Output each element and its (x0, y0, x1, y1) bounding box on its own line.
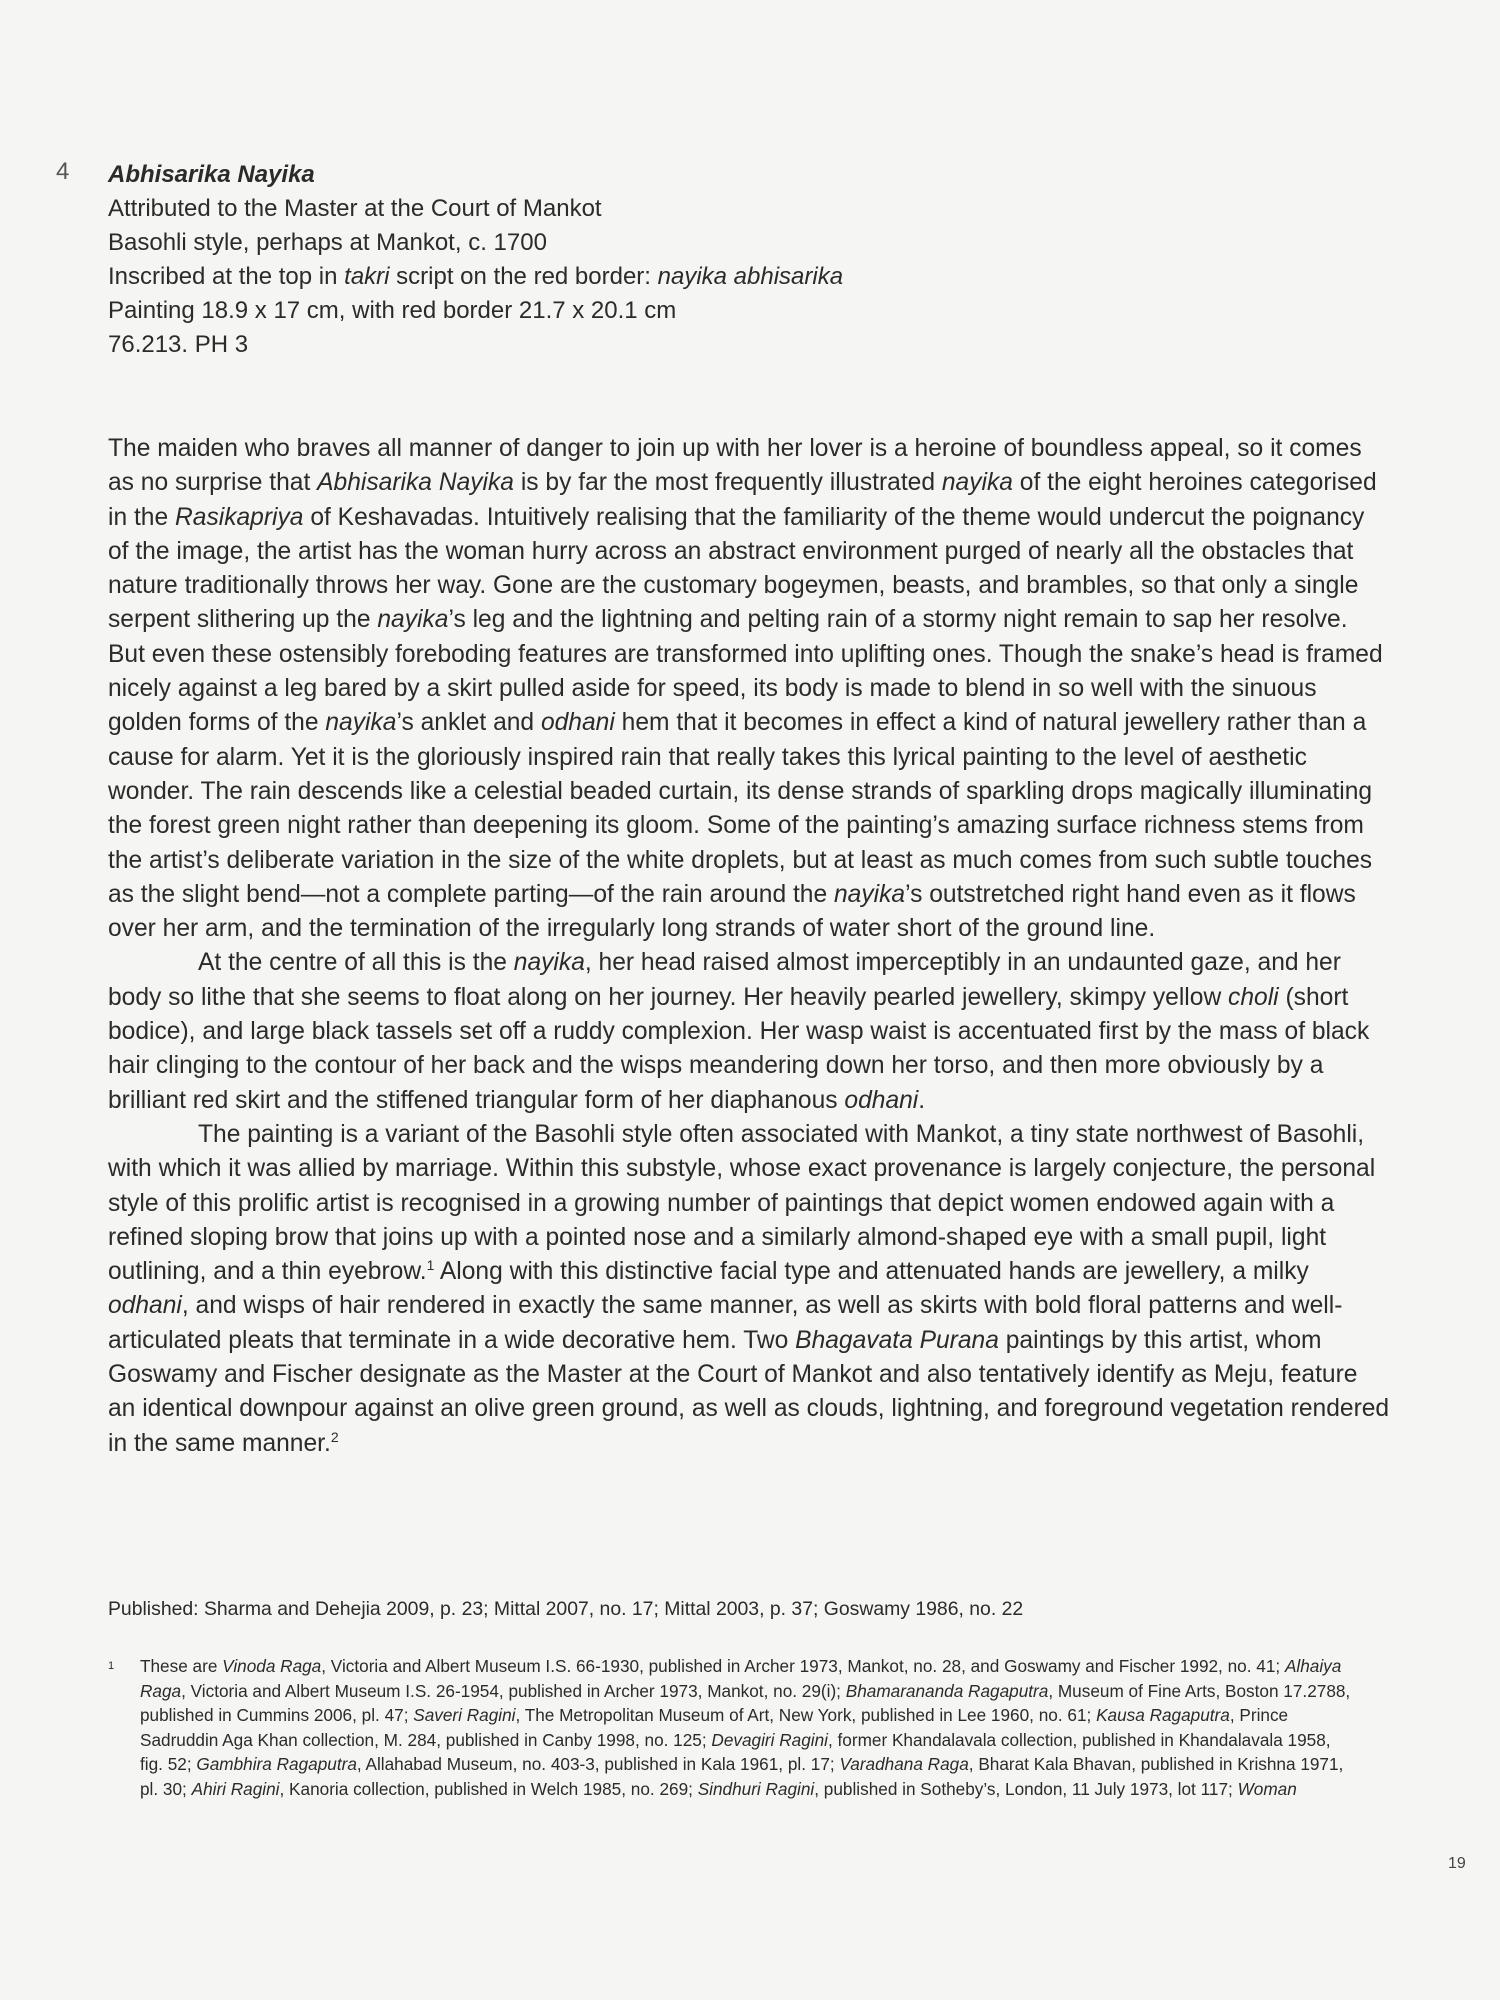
italic-term: Vinoda Raga (222, 1656, 322, 1676)
inscription-line (108, 260, 1348, 294)
italic-term: Ahiri Ragini (191, 1778, 280, 1799)
text-run: Along with this distinctive facial type and attenuated hands are jewellery, a milky (434, 1258, 1309, 1286)
page-number: 19 (1448, 1855, 1466, 1872)
accession-line: 76.213. PH 3 (108, 331, 249, 358)
italic-term: nayika (325, 709, 397, 737)
catalogue-number: 4 (56, 158, 70, 185)
text-run: of the eight heroines categorised in the (108, 469, 1377, 531)
italic-term: Sindhuri Ragini (697, 1778, 815, 1799)
text-run: , her head raised almost imperceptibly in an undaunted gaze, and her body so lithe that she seems to float along on her journey. Her heavily pearled jewellery, skimpy yellow (108, 949, 1341, 1011)
italic-term: choli (1228, 983, 1279, 1011)
text-run: These are (140, 1656, 223, 1676)
text-run: hem that it becomes in effect a kind of natural jewellery rather than a cause for alarm. Yet it is the gloriously inspired rain that really takes this lyrical painting to the level of aesthetic wonder. The rain descends like a celestial beaded curtain, its dense strands of sparkling drops magically illuminating the forest green night rather than deepening its gloom. Some of the painting’s amazing surface richness stems from the artist’s deliberate variation in the size of the white droplets, but at least as much comes from such subtle touches as the slight bend—not a complete parting—of the rain around the (108, 709, 1373, 908)
footnotes (108, 1654, 1358, 1802)
footnote-ref: 1 (426, 1256, 435, 1273)
catalogue-details (108, 158, 1348, 362)
italic-term: nayika (941, 469, 1013, 497)
text-run: , Allahabad Museum, no. 403-3, published in Kala 1961, pl. 17; (356, 1754, 840, 1775)
text-run: , published in Sotheby’s, London, 11 July 1973, lot 117; (814, 1778, 1238, 1799)
italic-term: Devagiri Ragini (711, 1729, 828, 1750)
text-run: , Kanoria collection, published in Welch 1985, no. 269; (279, 1778, 698, 1799)
italic-term: Gambhira Ragaputra (196, 1754, 357, 1775)
essay-paragraph (108, 1118, 1390, 1461)
text-run: At the centre of all this is the (198, 949, 514, 977)
text-run: , former Khandalavala collection, published in Khandalavala 1958, fig. 52; (140, 1729, 1331, 1775)
footnote-marker: 1 (108, 1660, 115, 1672)
italic-term: Abhisarika Nayika (317, 469, 514, 497)
italic-term: nayika (377, 606, 449, 634)
text-run: , and wisps of hair rendered in exactly the same manner, as well as skirts with bold floral patterns and well-articulated pleats that terminate in a wide decorative hem. Two (108, 1292, 1343, 1354)
italic-term: odhani (844, 1086, 919, 1114)
style-date-line: Basohli style, perhaps at Mankot, c. 1700 (108, 229, 547, 256)
italic-term: Kausa Ragaputra (1096, 1705, 1230, 1726)
published-references: Published: Sharma and Dehejia 2009, p. 23; Mittal 2007, no. 17; Mittal 2003, p. 37; Goswamy 1986, no. 22 (108, 1598, 1024, 1620)
italic-term: Bhagavata Purana (795, 1326, 999, 1354)
text-run: The maiden who braves all manner of danger to join up with her lover is a heroine of boundless appeal, so it comes as no surprise that (108, 435, 1362, 497)
italic-term: Saveri Ragini (413, 1705, 516, 1726)
text-run: ’s leg and the lightning and pelting rain of a stormy night remain to sap her resolve. But even these ostensibly foreboding features are transformed into uplifting ones. Though the snake’s head is framed nicely against a leg bared by a skirt pulled aside for speed, its body is made to blend in so well with the sinuous golden forms of the (108, 606, 1383, 737)
footnote-text (140, 1654, 1358, 1802)
inscription-text: nayika abhisarika (657, 263, 844, 290)
text-run: , Victoria and Albert Museum I.S. 66-1930, published in Archer 1973, Mankot, no. 28, and Goswamy and Fischer 1992, no. 41; (321, 1656, 1285, 1676)
text-run: The painting is a variant of the Basohli style often associated with Mankot, a tiny state northwest of Basohli, with which it was allied by marriage. Within this substyle, whose exact provenance is largely conjecture, the personal style of this prolific artist is recognised in a growing number of paintings that depict women endowed again with a refined sloping brow that joins up with a pointed nose and a similarly almond-shaped eye with a small pupil, light outlining, and a thin eyebrow. (108, 1120, 1376, 1286)
text-run: , Museum of Fine Arts, Boston 17.2788, published in Cummins 2006, pl. 47; (140, 1680, 1351, 1726)
text-run: of Keshavadas. Intuitively realising that the familiarity of the theme would undercut the poignancy of the image, the artist has the woman hurry across an abstract environment purged of nearly all the obstacles that nature traditionally throws her way. Gone are the customary bogeymen, beasts, and brambles, so that only a single serpent slithering up the (108, 503, 1365, 634)
text-run: . (918, 1086, 926, 1114)
italic-term: Bhamarananda Ragaputra (845, 1680, 1049, 1701)
inscription-mid: script on the red border: (389, 263, 658, 290)
inscription-script: takri (344, 263, 390, 290)
italic-term: nayika (833, 880, 906, 908)
dimensions-line: Painting 18.9 x 17 cm, with red border 21.7 x 20.1 cm (108, 297, 677, 324)
text-run: , Bharat Kala Bhavan, published in Krishna 1971, pl. 30; (140, 1754, 1344, 1799)
italic-term: Varadhana Raga (839, 1754, 969, 1775)
essay-text (108, 432, 1390, 1461)
text-run: ’s anklet and (396, 709, 541, 737)
footnote-ref: 2 (330, 1428, 339, 1445)
inscription-prefix: Inscribed at the top in (108, 263, 345, 290)
text-run: , The Metropolitan Museum of Art, New York, published in Lee 1960, no. 61; (515, 1705, 1097, 1726)
attribution-line: Attributed to the Master at the Court of Mankot (108, 195, 602, 222)
text-run: , Victoria and Albert Museum I.S. 26-1954, published in Archer 1973, Mankot, no. 29(i); (181, 1680, 846, 1701)
text-run: ’s outstretched right hand even as it flows over her arm, and the termination of the irregularly long strands of water short of the ground line. (108, 880, 1356, 943)
text-run: paintings by this artist, whom Goswamy and Fischer designate as the Master at the Court of Mankot and also tentatively identify as Meju, feature an identical downpour against an olive green ground, as well as clouds, lightning, and foreground vegetation rendered in the same manner. (108, 1326, 1390, 1457)
italic-term: odhani (540, 709, 615, 737)
artwork-title: Abhisarika Nayika (108, 161, 315, 188)
italic-term: Woman (1237, 1778, 1297, 1799)
essay-paragraph (108, 946, 1390, 1117)
text-run: is by far the most frequently illustrated (514, 469, 942, 497)
essay-paragraph (108, 432, 1390, 946)
italic-term: Alhaiya Raga (140, 1656, 1342, 1701)
italic-term: odhani (108, 1292, 182, 1320)
italic-term: nayika (513, 949, 585, 977)
text-run: , Prince Sadruddin Aga Khan collection, M. 284, published in Canby 1998, no. 125; (140, 1705, 1289, 1750)
text-run: (short bodice), and large black tassels set off a ruddy complexion. Her wasp waist is accentuated first by the mass of black hair clinging to the contour of her back and the wisps meandering down her torso, and then more obviously by a brilliant red skirt and the stiffened triangular form of her diaphanous (108, 983, 1370, 1114)
italic-term: Rasikapriya (175, 503, 304, 531)
